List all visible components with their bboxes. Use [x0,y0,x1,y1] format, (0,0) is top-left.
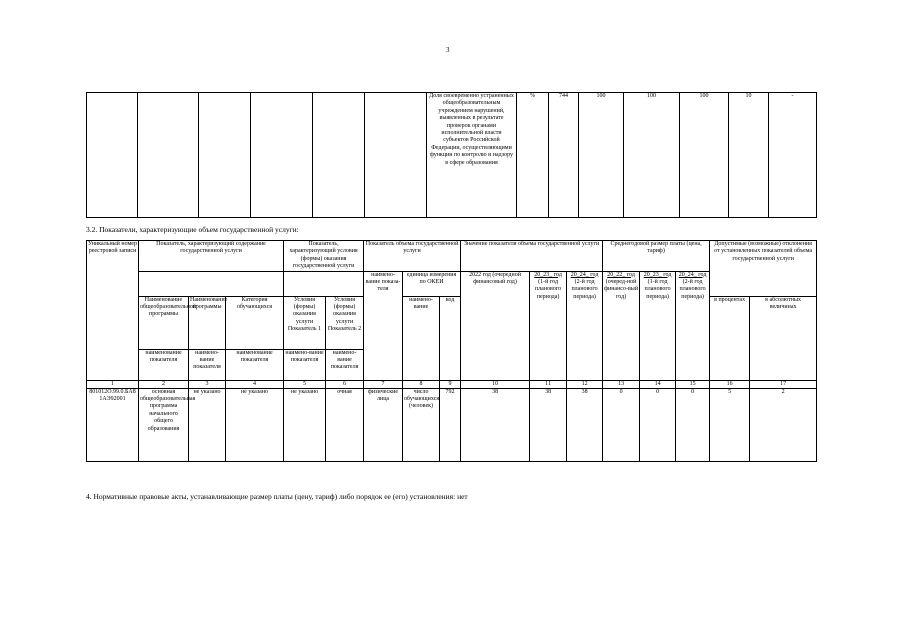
value-cell: 38 [530,388,567,461]
tolerance-pct-cell: 5 [710,388,750,461]
program-subheader: наименование показателя [139,349,189,380]
conditions-group-header: Показатель, характеризующий условия (формы) оказания государственной услуги [284,241,364,272]
condition-2-cell: очная [326,388,364,461]
section-3-2-heading: 3.2. Показатели, характеризующие объем государственной услуги: [86,225,299,234]
program-cell: основная общеобразовательная программа начального общего образования [139,388,189,461]
content-group-header: Показатель, характеризующий содержание государственной услуги [139,241,284,272]
volume-values-header: Значение показателя объема государственной услуги [461,241,603,272]
unit-cell: % [517,93,549,218]
fee-cell: 0 [640,388,676,461]
unit-code-header: код [440,296,461,380]
condition-1-subheader: наимено-вание показателя [284,349,326,380]
category-header: Категория обучающихся [226,296,284,349]
avg-fee-header: Среднегодовой размер платы (цена, тариф) [603,241,710,272]
section-4-heading: 4. Нормативные правовые акты, устанавливающие размер платы (цену, тариф) либо порядок ее (его) установления: нет [86,492,468,501]
value-cell: 100 [579,93,624,218]
table-row [87,388,817,461]
column-numbers-row: 1 2 3 4 5 6 7 8 9 10 11 12 13 14 15 16 17 [87,380,817,388]
tolerance-pct-header: в процентах [710,296,750,380]
value-cell: 100 [624,93,680,218]
year-2024-header: 20_24_ год (2-й год планового периода) [567,271,603,380]
okei-cell: 744 [549,93,579,218]
program-name-header: Наименование программы [189,296,226,349]
category-cell: не указано [226,388,284,461]
value-cell: 38 [461,388,530,461]
condition-1-cell: не указано [284,388,326,461]
value-cell: 100 [680,93,729,218]
volume-group-header: Показатель объема государственной услуги [364,241,461,272]
indicator-cell: физические лица [364,388,403,461]
code-cell: 792 [440,388,461,461]
indicator-cell: Доля своевременно устраненных общеобразовательным учреждением нарушений, выявленных в результате проверок органами исполнительной власти субъектов Российской Федерации, осуществляющими функции по контролю и надзору в сфере образования [427,93,517,218]
unit-name-header: наимено-вание [403,296,440,380]
fee-2024-header: 20_24_ год (2-й год планового периода) [676,271,710,380]
value-cell: 38 [567,388,603,461]
fee-2023-header: 20_23_ год (1-й год планового периода) [640,271,676,380]
unit-cell: число обучающихся (человек) [403,388,440,461]
category-subheader: наименование показателя [226,349,284,380]
tolerances-header: Допустимые (возможные) отклонения от установленных показателей объема государственной услуги [710,241,817,297]
program-header: Наименование общеобразовательной программы [139,296,189,349]
tolerance-abs-header: в абсолютных величинах [750,296,817,380]
program-name-cell: не указано [189,388,226,461]
tolerance-abs-cell: 2 [750,388,817,461]
unit-okei-header: единица измерения по ОКЕИ [403,271,461,296]
condition-2-subheader: наимено-вание показателя [326,349,364,380]
tolerance-pct-cell: 10 [729,93,769,218]
unique-number-header: Уникальный номер реестровой записи [87,241,139,381]
registry-number-cell: 801012О.99.0.БА81АЭ92001 [87,388,139,461]
fee-cell: 0 [676,388,710,461]
fee-cell: 0 [603,388,640,461]
volume-table [86,240,817,462]
table-row [87,93,817,218]
quality-table-continuation [86,92,817,218]
program-name-subheader: наимено-вание показателя [189,349,226,380]
condition-2-header: Условия (формы) оказания услуги Показатель 2 [326,296,364,349]
condition-1-header: Условия (формы) оказания услуги Показатель 1 [284,296,326,349]
fee-2022-header: 20_22_ год (очеред-ной финансо-вый год) [603,271,640,380]
year-2023-header: 20_23_ год (1-й год планового периода) [530,271,567,380]
tolerance-abs-cell: - [769,93,817,218]
page-number: 3 [446,46,450,54]
year-2022-header: 2022 год (очередной финансовый год) [461,271,530,380]
name-indicator-header: наимено-вание показа-теля [364,271,403,380]
